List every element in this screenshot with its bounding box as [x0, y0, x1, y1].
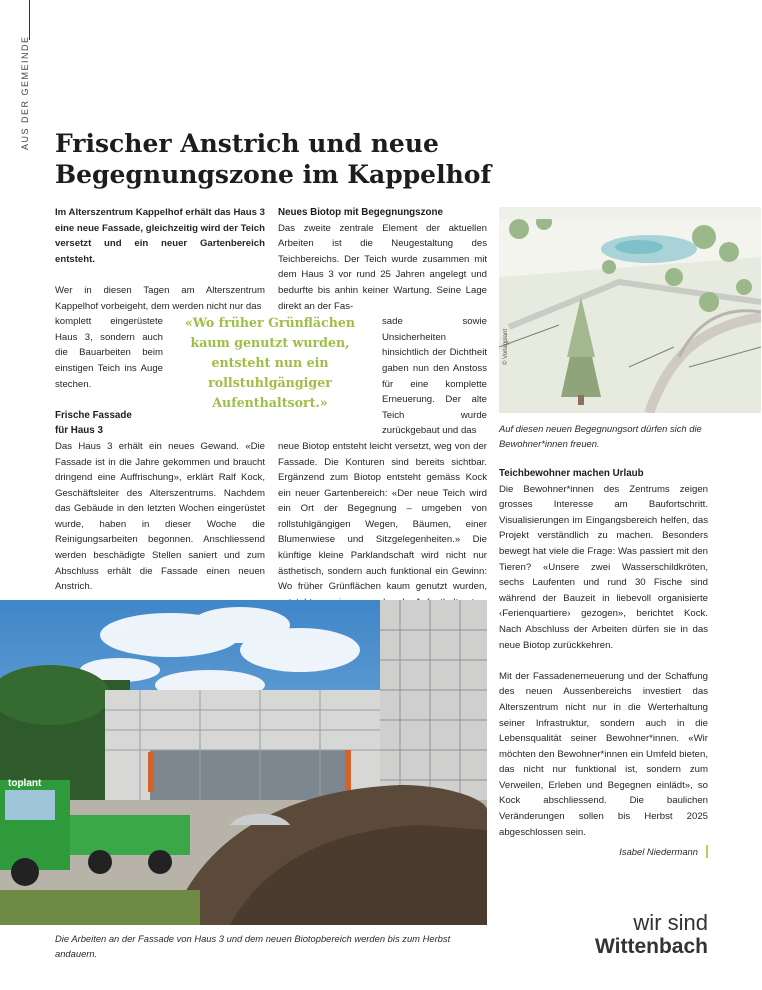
heading-teichbewohner: Teichbewohner machen Urlaub [499, 468, 644, 479]
section-label: AUS DER GEMEINDE [20, 35, 30, 150]
intro-paragraph-wrapped: komplett eingerüstete Haus 3, sondern auch die Bauarbeiten beim einstigen Teich ins Auge stechen. [55, 316, 163, 390]
fassade-paragraph: Das Haus 3 erhält ein neues Gewand. «Die Fassade ist in die Jahre gekommen und braucht dringend eine Auffrischung», erklärt Ralf Kock, Geschäftsleiter des Alterszentrums. Nachdem das Gebäude in den letzten Wochen eingerüstet wurde, haben in dieser Woche die Reinigungsarbeiten begonnen. Anschliessend werden beschädigte Stellen saniert und zum Abschluss erhält die Fassade einen neuen Anstrich. [55, 440, 265, 593]
article-headline: Frischer Anstrich und neue Begegnungszone im Kappelhof [55, 129, 492, 189]
column-3 [499, 466, 708, 840]
pull-quote: «Wo früher Grünflächen kaum genutzt wurden, entsteht nun ein rollstuhlgängiger Aufenthaltsort.» [184, 315, 356, 410]
article-lead: Im Alterszentrum Kappelhof erhält das Haus 3 eine neue Fassade, gleichzeitig wird der Teich versetzt und ein neuer Gartenbereich entsteht. [55, 207, 265, 265]
heading-fassade: Frische Fassade für Haus 3 [55, 409, 132, 437]
biotop-paragraph-rest: neue Biotop entsteht leicht versetzt, weg von der Fassade. Die Konturen sind bereits sichtbar. Ergänzend zum Biotop entsteht gemäss Kock ein neuer Gartenbereich: «Der neue Teich wird ein Ort der Begegnung – umgeben von rollstuhlgängigen Wegen, Bäumen, einer Blumenwiese und Sitzgelegenheiten.» Die künftige kleine Parklandschaft wird nicht nur ästhetisch, sondern auch funktional ein Gewinn: Wo früher Grünflächen kaum genutzt wurden, [278, 440, 487, 593]
photo-credit: © Vorlagplant [503, 328, 509, 365]
closing-paragraph: Mit der Fassadenerneuerung und der Schaffung des neuen Aussenbereichs investiert das Alterszentrum nicht nur in die Werterhaltung seiner Infrastruktur, sondern auch in die Lebensqualität seiner Bewohner*innen. «Wir möchten den Bewohner*innen ein Umfeld bieten, das nicht nur funktional ist, sondern zum Verweilen, Erleben und Begegnen einlädt», so Kock abschliessend. Die baulichen Veränderungen sollen bis Herbst 2025 abgeschlossen sein. [499, 670, 708, 838]
biotop-paragraph: Das zweite zentrale Element der aktuellen Arbeiten ist die Neugestaltung des Teichbereichs. Der Teich wurde zusammen mit dem Haus 3 vor rund 25 Jahren angelegt und bedurfte bis anhin keiner Wartung. Seine Lage direkt an der Fas- [278, 222, 487, 312]
brand-line-1: wir sind [633, 910, 708, 935]
construction-photo [0, 600, 487, 925]
section-rule [29, 0, 30, 40]
biotop-paragraph-wrapped: sade sowie Unsicherheiten hinsichtlich der Dichtheit gaben nun den Anstoss für eine komplette Erneuerung. Der alte Teich wurde zurückgebaut und das [382, 316, 487, 437]
intro-paragraph: Wer in diesen Tagen am Alterszentrum Kappelhof vorbeigeht, dem werden nicht nur das [55, 284, 265, 312]
author-byline: Isabel Niedermann [619, 845, 708, 858]
heading-biotop: Neues Biotop mit Begegnungszone [278, 207, 443, 218]
brand-line-2: Wittenbach [595, 935, 708, 958]
caption-construction: Die Arbeiten an der Fassade von Haus 3 und dem neuen Biotopbereich werden bis zum Herbst andauern. [55, 933, 451, 959]
brand-logo [595, 912, 708, 960]
garden-illustration [499, 207, 761, 413]
caption-garden: Auf diesen neuen Begegnungsort dürfen sich die Bewohner*innen freuen. [499, 423, 702, 449]
garden-sketch-image [499, 207, 761, 413]
truck-logo-text: toplant [8, 778, 42, 789]
teichbewohner-paragraph: Die Bewohner*innen des Zentrums zeigen grosses Interesse am Baufortschritt. Visualisierungen im Eingangsbereich helfen, das Projekt verständlich zu machen. Besonders bewegt hat viele die Frage: Was passiert mit den Tieren? «Unsere zwei Wasserschildkröten, sechs Laufenten und rund 30 Fische sind während der Bauzeit in liebevoll organisierte ‹Ferienquartiere› gezogen», berichtet Kock. Nach Abschluss der Arbeiten dürfen sie in das neue Biotop zurückkehren. [499, 483, 708, 651]
construction-site-image [0, 600, 487, 925]
